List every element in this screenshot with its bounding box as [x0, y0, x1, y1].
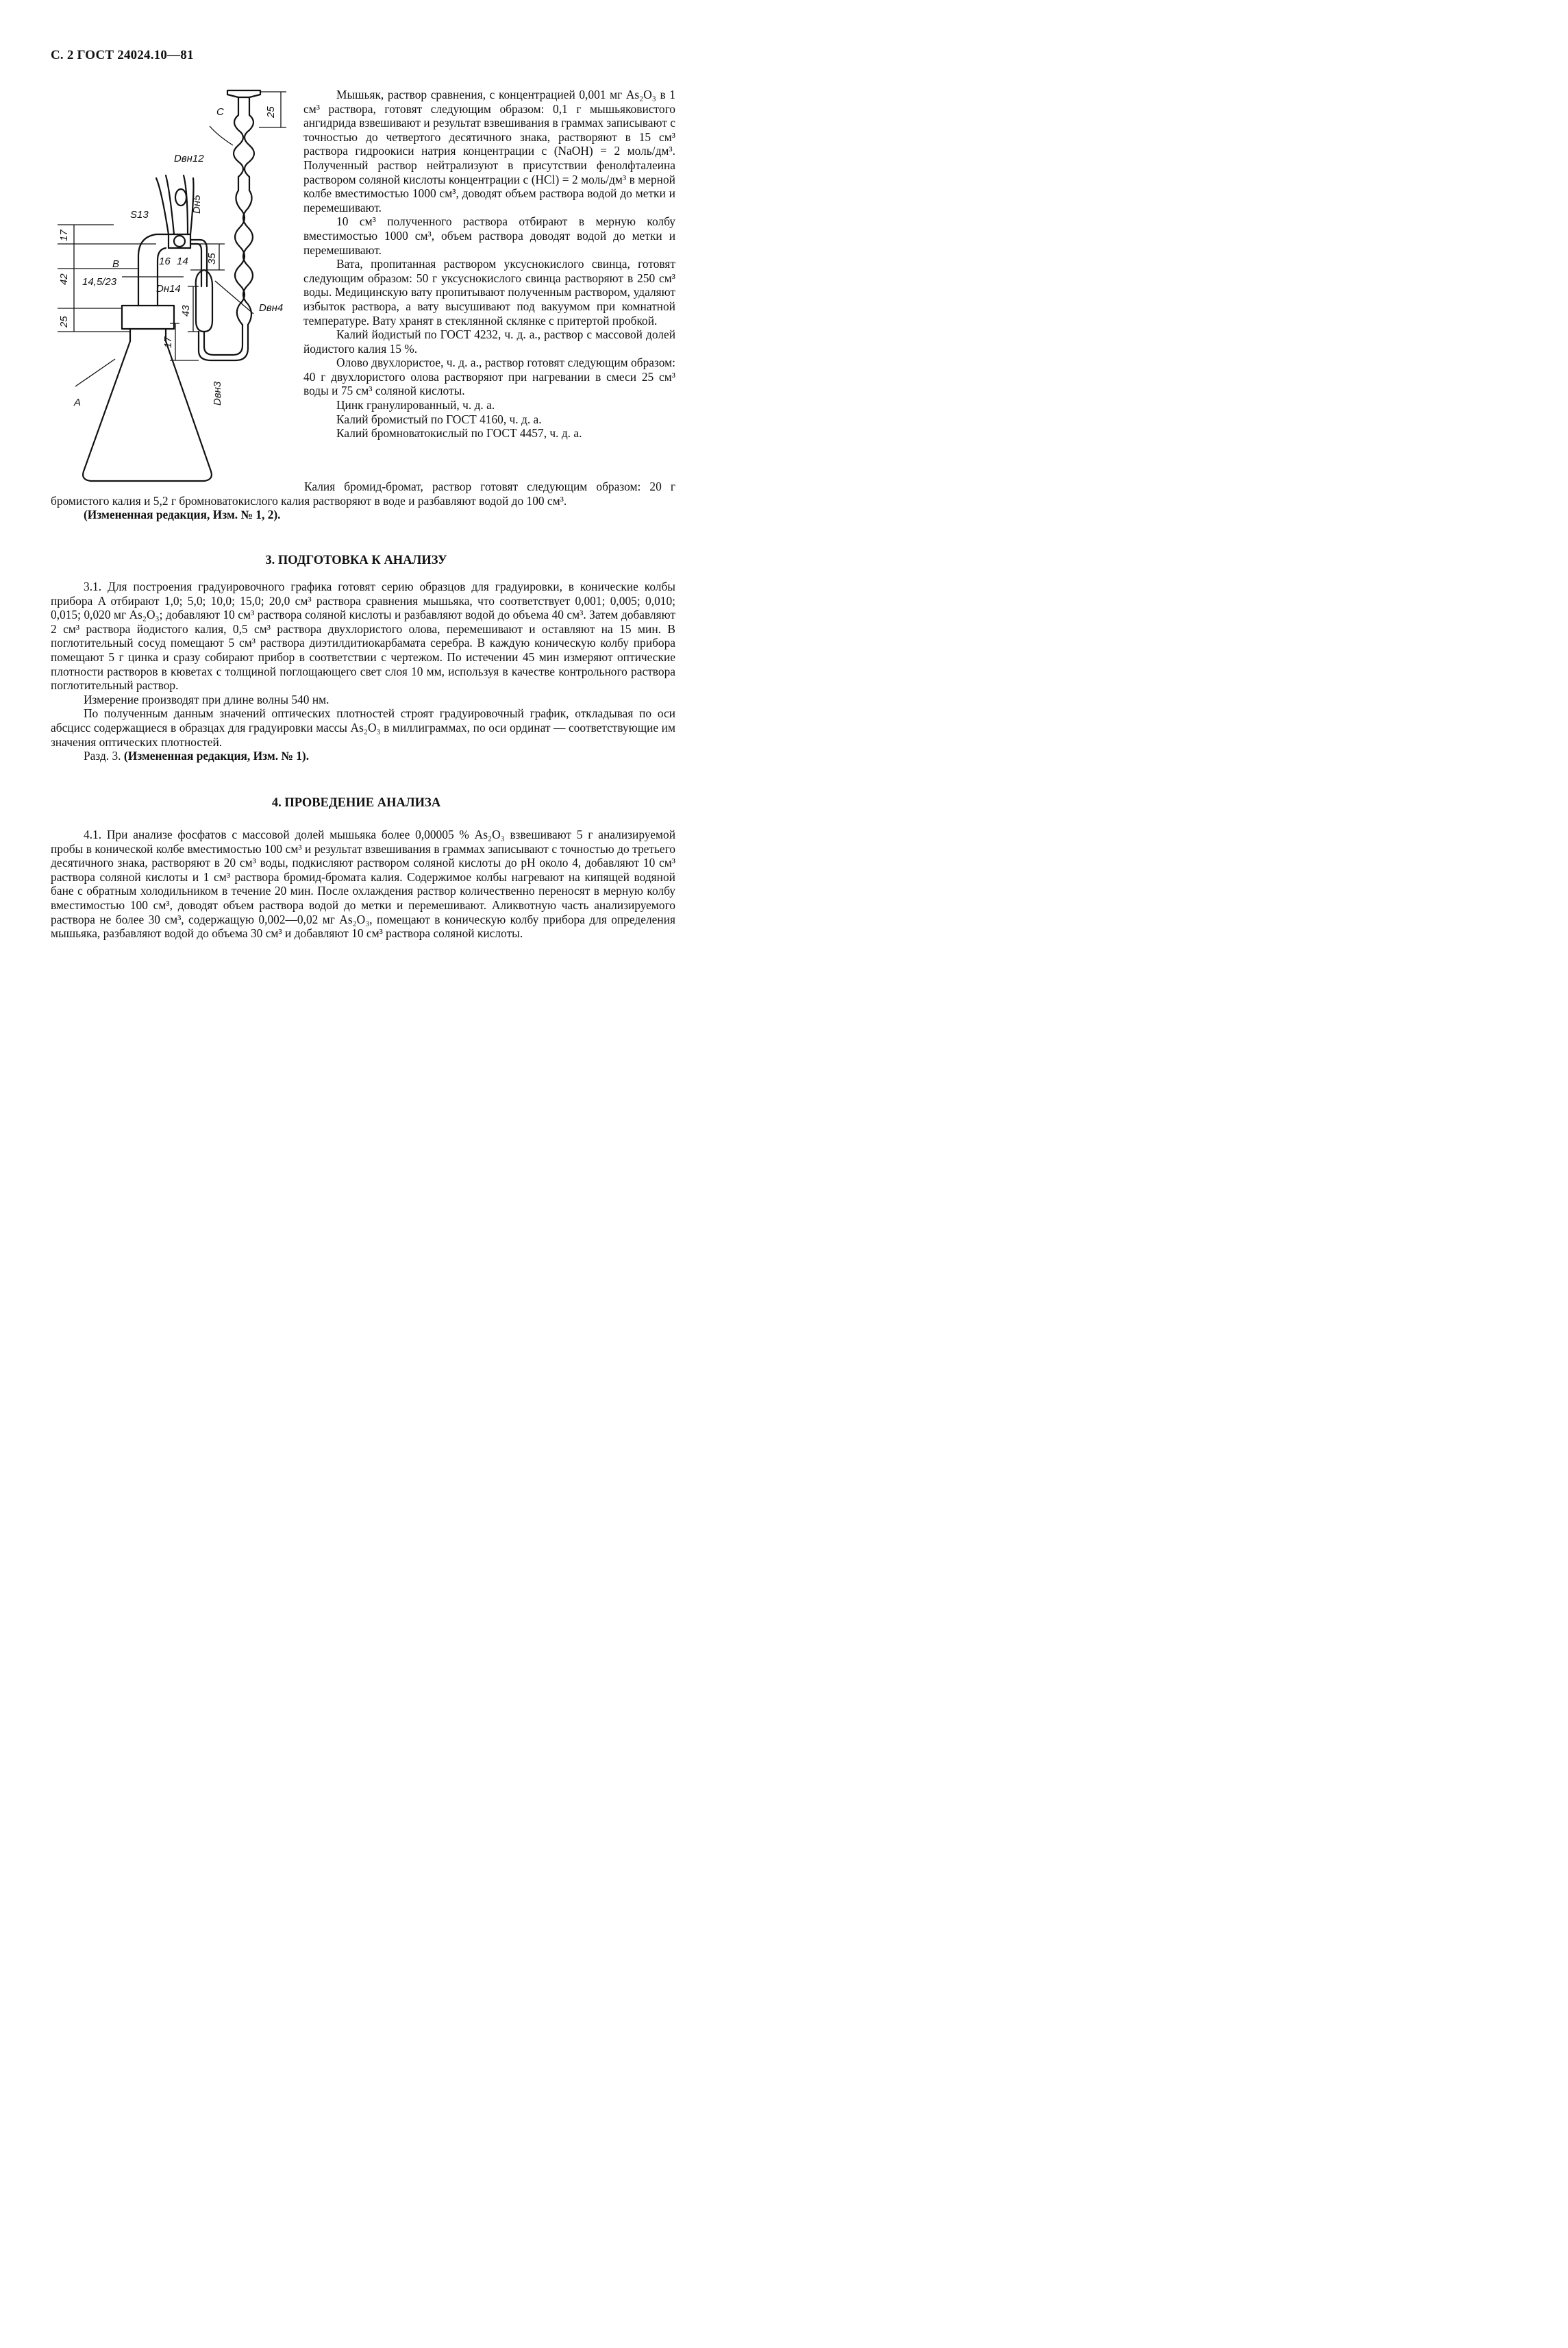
- spiral-column-left-wall: [234, 97, 245, 325]
- label-14: 14: [177, 256, 188, 267]
- label-ground-joint: 14,5/23: [82, 276, 117, 288]
- section-3-p1: 3.1. Для построения градуировочного графика готовят серию образцов для градуировки, в конические колбы прибора A отбирают 1,0; 5,0; 10,0; 15,0; 20,0 см³ раствора сравнения мышьяка, что соответствует 0,001; 0,005; 0,010; 0,015; 0,020 мг As₂O₃; добавляют 10 см³ раствора соляной кислоты и разбавляют водой до объема 40 см³. Затем добавляют 2 см³ раствора йодистого калия, 0,5 см³ раствора двухлористого олова, перемешивают и оставляют на 15 мин. В поглотительный сосуд помещают 5 см³ раствора диэтилдитиокарбамата серебра. В каждую коническую колбу прибора помещают 5 г цинка и сразу собирают прибор в соответствии с чертежом. По истечении 45 мин измеряют оптические плотности растворов в кюветах с толщиной поглощающего свет слоя 10 мм, используя в качестве контрольного раствора поглотительный раствор.: [51, 580, 675, 693]
- section-4-p1: 4.1. При анализе фосфатов с массовой долей мышьяка более 0,00005 % As₂O₃ взвешивают 5 г анализируемой пробы в конической колбе вместимостью 100 см³ и результат взвешивания в граммах записывают с точностью до третьего десятичного знака, растворяют в 20 см³ воды, подкисляют раствором соляной кислоты до pH около 4, добавляют 10 см³ раствора соляной кислоты и 1 см³ раствора бромид-бромата калия. Содержимое колбы нагревают на кипящей водяной бане с обратным холодильником в течение 20 мин. После охлаждения раствор количественно переносят в мерную колбу вместимостью 100 см³, доводят объем раствора водой до метки и перемешивают. Аликвотную часть анализируемого раствора не более 30 см³, содержащую 0,002—0,02 мг As₂O₃, помещают в коническую колбу прибора для определения мышьяка, разбавляют водой до объема 30 см³ и добавляют 10 см³ раствора соляной кислоты.: [51, 828, 675, 941]
- dim-17-left: 17: [58, 230, 70, 241]
- dim-43: 43: [180, 305, 192, 317]
- absorber-bulb: [196, 270, 212, 332]
- bromide-bromate-paragraph: Калия бромид-бромат, раствор готовят следующим образом: 20 г бромистого калия и 5,2 г бромноватокислого калия растворяют в воде и разбавляют водой до 100 см³.: [51, 480, 675, 508]
- changed-note: (Измененная редакция, Изм. № 1, 2).: [84, 508, 281, 522]
- section-4-body: [51, 828, 675, 941]
- kbr-paragraph: Калий бромистый по ГОСТ 4160, ч. д. а.: [336, 412, 542, 426]
- label-s13: S13: [130, 209, 149, 221]
- conical-flask-body: [83, 329, 212, 481]
- dim-17-mid: 17: [162, 336, 174, 348]
- ki-paragraph: Калий йодистый по ГОСТ 4232, ч. д. а., раствор с массовой долей йодистого калия 15 %.: [303, 328, 675, 356]
- section-3-p4-prefix: Разд. 3.: [84, 749, 121, 763]
- label-b: В: [112, 258, 120, 270]
- label-c: С: [216, 106, 224, 118]
- label-dn14: Dн14: [156, 283, 181, 295]
- label-16: 16: [159, 256, 171, 267]
- section-3-p3: По полученным данным значений оптических плотностей строят градуировочный график, откладывая по оси абсцисс содержащиеся в образцах для градуировки массы As₂O₃ в миллиграммах, по оси ординат — соответствующие им значения оптических плотностей.: [51, 706, 675, 749]
- sncl2-paragraph: Олово двухлористое, ч. д. а., раствор готовят следующим образом: 40 г двухлористого олова растворяют при нагревании в смеси 25 см³ воды и 75 см³ соляной кислоты.: [303, 356, 675, 398]
- top-cup: [227, 90, 260, 97]
- page-header: С. 2 ГОСТ 24024.10—81: [51, 48, 194, 62]
- label-a: А: [74, 397, 82, 408]
- section-4-title: 4. ПРОВЕДЕНИЕ АНАЛИЗА: [271, 796, 441, 810]
- apparatus-figure: [53, 88, 300, 499]
- dim-25-left: 25: [58, 316, 70, 328]
- section-3-title: 3. ПОДГОТОВКА К АНАЛИЗУ: [265, 554, 447, 567]
- label-dvn4: Dвн4: [259, 302, 284, 314]
- ground-joint-collar: [122, 306, 174, 329]
- dim-42: 42: [58, 273, 70, 285]
- spiral-column-right-wall: [243, 97, 254, 325]
- label-dvn3: Dвн3: [212, 381, 223, 406]
- document-page: [0, 0, 712, 1066]
- label-dn5: Dн5: [191, 195, 203, 214]
- arsenic-standard-paragraph: Мышьяк, раствор сравнения, с концентрацией 0,001 мг As₂O₃ в 1 см³ раствора, готовят следующим образом: 0,1 г мышьяковистого ангидрида взвешивают и результат взвешивания в граммах записывают с точностью до четвертого десятичного знака, растворяют в 15 см³ раствора гидроокиси натрия концентрации c (NaOH) = 2 моль/дм³. Полученный раствор нейтрализуют в присутствии фенолфталеина раствором соляной кислоты концентрации c (HCl) = 2 моль/дм³ в мерной колбе вместимостью 1000 см³, доводят объем раствора водой до метки и перемешивают.: [303, 88, 675, 214]
- dilution-paragraph: 10 см³ полученного раствора отбирают в мерную колбу вместимостью 1000 см³, объем раствора доводят водой до метки и перемешивают.: [303, 214, 675, 257]
- reagents-column: [303, 88, 675, 441]
- dim-35: 35: [206, 253, 218, 264]
- section-3-p2: Измерение производят при длине волны 540 нм.: [84, 692, 329, 706]
- kbro3-paragraph: Калий бромноватокислый по ГОСТ 4457, ч. д. а.: [336, 426, 582, 441]
- zinc-paragraph: Цинк гранулированный, ч. д. а.: [336, 398, 495, 412]
- dim-25-top: 25: [265, 106, 277, 118]
- cotton-paragraph: Вата, пропитанная раствором уксуснокислого свинца, готовят следующим образом: 50 г уксуснокислого свинца растворяют в 250 см³ воды. Медицинскую вату пропитывают полученным раствором, удаляют избыток раствора, а вату высушивают под вакуумом при комнатной температуре. Вату хранят в стеклянной склянке с притертой пробкой.: [303, 257, 675, 328]
- section-3-body: [51, 580, 675, 763]
- bromide-bromate-block: [51, 480, 675, 522]
- label-dvn12: Dвн12: [174, 153, 204, 164]
- section-3-p4-bold: (Измененная редакция, Изм. № 1).: [123, 749, 310, 763]
